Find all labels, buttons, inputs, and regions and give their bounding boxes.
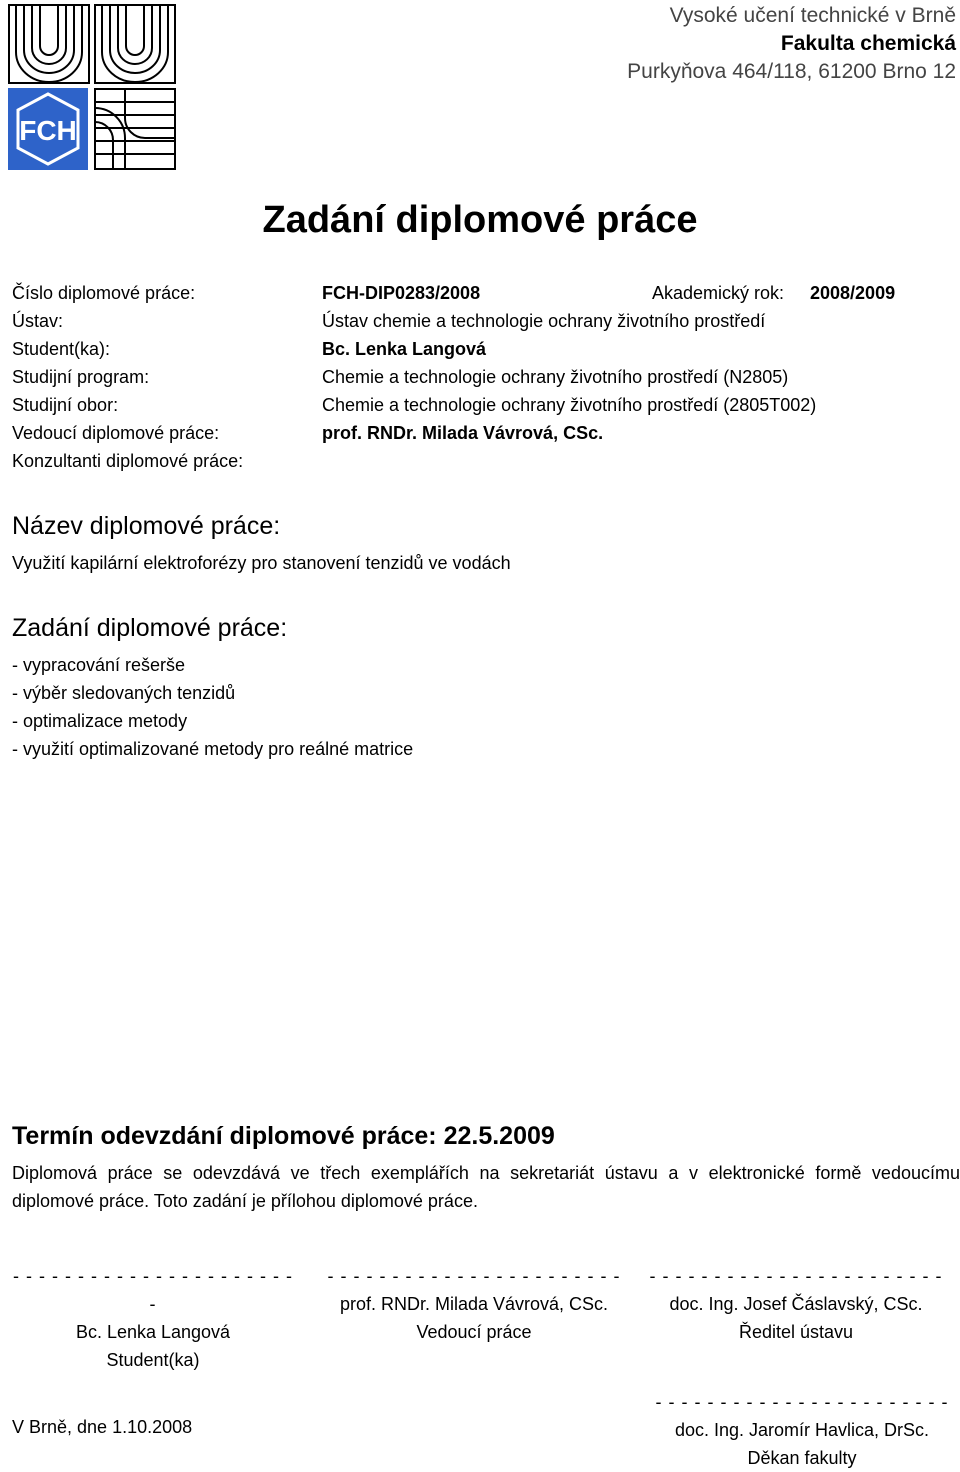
institute: Ústav chemie a technologie ochrany životního prostředí: [322, 311, 766, 331]
signature-line: - - - - - - - - - - - - - - - - - - - - - - -: [327, 1266, 621, 1286]
assignment-item: - optimalizace metody: [12, 711, 188, 731]
program-label: Studijní program:: [12, 367, 150, 387]
signature-supervisor: [318, 1262, 630, 1346]
signature-role: Vedoucí práce: [416, 1322, 532, 1342]
thesis-number: FCH-DIP0283/2008: [322, 283, 481, 303]
deadline-text: Diplomová práce se odevzdává ve třech exemplářích na sekretariát ústavu a v elektronické formě vedoucímu diplomové práce. Toto zadání je přílohou diplomové práce.: [12, 1163, 960, 1211]
signature-dean: [652, 1388, 952, 1472]
signature-name: prof. RNDr. Milada Vávrová, CSc.: [339, 1294, 609, 1314]
signature-student: [12, 1262, 294, 1374]
fch-logo-text: FCH: [19, 115, 77, 146]
signature-role: Ředitel ústavu: [738, 1322, 854, 1342]
page-title: Zadání diplomové práce: [262, 199, 698, 241]
signature-line: - - - - - - - - - - - - - - - - - - - - - - -: [655, 1392, 949, 1412]
thesis-title: Využití kapilární elektroforézy pro stanovení tenzidů ve vodách: [12, 553, 511, 573]
faculty-address: Purkyňova 464/118, 61200 Brno 12: [627, 60, 956, 83]
thesis-title-heading: Název diplomové práce:: [12, 512, 281, 540]
assignment-item: - výběr sledovaných tenzidů: [12, 683, 236, 703]
signature-director: [644, 1262, 948, 1346]
student-label: Student(ka):: [12, 339, 111, 359]
supervisor: prof. RNDr. Milada Vávrová, CSc.: [322, 423, 604, 443]
assignment-item: - vypracování rešerše: [12, 655, 186, 675]
signature-line: - - - - - - - - - - - - - - - - - - - - - - -: [649, 1266, 943, 1286]
signature-line: - - - - - - - - - - - - - - - - - - - - - - -: [13, 1266, 293, 1314]
fch-logo-icon: [8, 88, 176, 172]
academic-year: 2008/2009: [810, 283, 896, 303]
thesis-number-label: Číslo diplomové práce:: [12, 283, 196, 303]
supervisor-label: Vedoucí diplomové práce:: [12, 423, 220, 443]
signature-name: Bc. Lenka Langová: [75, 1322, 231, 1342]
vut-logo-icon: [8, 4, 176, 84]
field-label: Studijní obor:: [12, 395, 119, 415]
deadline-heading: Termín odevzdání diplomové práce: 22.5.2009: [12, 1122, 555, 1150]
university-name: Vysoké učení technické v Brně: [669, 4, 956, 27]
program: Chemie a technologie ochrany životního prostředí (N2805): [322, 367, 789, 387]
signature-name: doc. Ing. Josef Čáslavský, CSc.: [669, 1294, 923, 1314]
field: Chemie a technologie ochrany životního prostředí (2805T002): [322, 395, 817, 415]
place-date: V Brně, dne 1.10.2008: [12, 1417, 193, 1437]
signature-name: doc. Ing. Jaromír Havlica, DrSc.: [674, 1420, 930, 1440]
signature-role: Děkan fakulty: [747, 1448, 857, 1468]
faculty-name: Fakulta chemická: [780, 32, 956, 55]
academic-year-label: Akademický rok:: [652, 283, 785, 303]
signature-role: Student(ka): [106, 1350, 200, 1370]
consultants-label: Konzultanti diplomové práce:: [12, 451, 244, 471]
student: Bc. Lenka Langová: [322, 339, 487, 359]
assignment-item: - využití optimalizované metody pro reálné matrice: [12, 739, 414, 759]
assignment-heading: Zadání diplomové práce:: [12, 614, 288, 642]
institute-label: Ústav:: [12, 311, 64, 331]
